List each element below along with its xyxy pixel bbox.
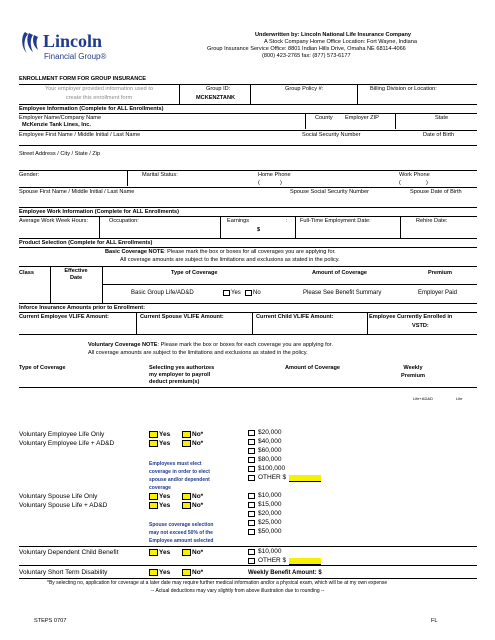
footer-form-id: STEPS 0707 (34, 618, 67, 624)
footnote-rounding: -- Actual deductions may vary slightly from above illustration due to rounding -- (151, 588, 325, 594)
sp-amount-label: $20,000 (258, 510, 282, 517)
sp-amount-label: $50,000 (258, 528, 282, 535)
emp-note-4: coverage (149, 485, 171, 491)
employer-paid: Employer Paid (418, 290, 458, 296)
basic-note-rest: : Please mark the box or boxes for all coverages you are applying for. (164, 249, 336, 255)
ssn-field[interactable]: Social Security Number (302, 132, 361, 138)
emp-amount-label: OTHER $ (258, 474, 287, 481)
emp-life-add: Voluntary Employee Life + AD&D (19, 440, 115, 447)
emp-amount-checkbox[interactable] (248, 457, 255, 463)
state-field[interactable]: State (435, 115, 449, 121)
underwriter-line: Underwritten by: Lincoln National Life Insurance Company (255, 32, 412, 38)
footnote-by-selecting-no: *By selecting no, application for coverage at a later date may require further medical information and/or a physical exam, which will be at my own expense (47, 580, 388, 586)
emp-life-no-label: No* (192, 431, 204, 438)
life-add-header: Life+AD&D (413, 396, 433, 401)
footer-state: FL (431, 618, 438, 624)
employee-info-heading: Employee Information (Complete for ALL Enrollments) (19, 106, 164, 112)
employee-name-field[interactable]: Employee First Name / Middle Initial / Last Name (19, 132, 141, 138)
child-no-checkbox[interactable] (182, 549, 191, 556)
voluntary-note-line-1 (88, 342, 333, 349)
form-title: ENROLLMENT FORM FOR GROUP INSURANCE (19, 76, 146, 82)
sp-life-only: Voluntary Spouse Life Only (19, 493, 98, 500)
sp-amount-label: $25,000 (258, 519, 282, 526)
sp-note-1: Spouse coverage selection (149, 522, 214, 528)
inforce-enrolled-line-1: Employee Currently Enrolled in (369, 314, 453, 320)
logo-name: Lincoln (43, 31, 103, 51)
notice-line-2: create this enrollment form (65, 95, 133, 101)
vol-col-premium: Premium (401, 373, 425, 379)
child-yes-label: Yes (159, 549, 171, 556)
life-header: Life (456, 396, 463, 401)
home-phone-paren-open: ( (258, 180, 260, 186)
emp-life-only: Voluntary Employee Life Only (19, 431, 105, 438)
home-phone-paren-close: ) (280, 180, 282, 186)
weekly-benefit-amount[interactable]: Weekly Benefit Amount: $ (248, 570, 322, 576)
vol-col-select-2: my employer to payroll (149, 372, 211, 378)
basic-no-label: No (253, 290, 261, 296)
emp-amount-label: $20,000 (258, 429, 282, 436)
sp-life-add-yes-checkbox[interactable] (149, 502, 158, 509)
col-effective: Effective (64, 268, 88, 274)
col-premium: Premium (428, 270, 452, 276)
see-benefit-summary: Please See Benefit Summary (303, 290, 382, 296)
voluntary-note-line-2: All coverage amounts are subject to the limitations and exclusions as stated in the policy. (88, 350, 308, 356)
child-benefit: Voluntary Dependent Child Benefit (19, 549, 119, 556)
work-info-heading: Employee Work Information (Complete for ALL Enrollments) (19, 209, 179, 215)
work-phone-paren-close: ) (426, 180, 428, 186)
basic-no-checkbox[interactable] (245, 290, 252, 296)
lincoln-logo-icon (19, 30, 41, 56)
vol-col-amount: Amount of Coverage (285, 365, 341, 371)
basic-note-line-1 (105, 249, 336, 256)
sp-amount-label: $10,000 (258, 492, 282, 499)
sp-life-no-checkbox[interactable] (182, 493, 191, 500)
spouse-dob-field[interactable]: Spouse Date of Birth (410, 189, 462, 195)
vol-col-weekly: Weekly (403, 365, 423, 371)
child-amount-checkbox[interactable] (248, 558, 255, 564)
std-yes-label: Yes (159, 569, 171, 576)
phone-fax: (800) 423-2765 fax: (877) 573-6177 (262, 53, 351, 59)
group-id-value[interactable]: MCKENZTANK (196, 95, 236, 101)
sp-amount-checkbox[interactable] (248, 529, 255, 535)
emp-amount-checkbox[interactable] (248, 430, 255, 436)
basic-note-line-2: All coverage amounts are subject to the limitations and exclusions as stated in the policy. (120, 257, 340, 263)
home-phone-field[interactable]: Home Phone (258, 172, 291, 178)
inforce-child[interactable]: Current Child VLIFE Amount: (256, 314, 334, 320)
occupation-field[interactable]: Occupation: (109, 218, 139, 224)
sp-amount-label: $15,000 (258, 501, 282, 508)
sp-life-yes-checkbox[interactable] (149, 493, 158, 500)
voluntary-note-rest: : Please mark the box or boxes for each coverage you are applying for. (157, 342, 333, 348)
rehire-date-field[interactable]: Rehire Date: (416, 218, 448, 224)
emp-amount-label: $80,000 (258, 456, 282, 463)
inforce-enrolled-line-2[interactable]: VSTD: (412, 323, 429, 329)
basic-note-bold: Basic Coverage NOTE (105, 249, 165, 255)
std-no-label: No* (192, 569, 204, 576)
group-id-label: Group ID: (206, 86, 231, 92)
inforce-employee[interactable]: Current Employee VLIFE Amount: (19, 314, 109, 320)
inforce-heading: Inforce Insurance Amounts prior to Enrollment: (19, 305, 145, 311)
col-amount: Amount of Coverage (312, 270, 368, 276)
std-no-checkbox[interactable] (182, 569, 191, 576)
sp-note-3: Employee amount selected (149, 538, 214, 544)
emp-life-add-yes-label: Yes (159, 440, 171, 447)
vol-col-select-3: deduct premium(s) (149, 379, 200, 385)
vol-col-type: Type of Coverage (19, 365, 66, 371)
emp-amount-label: $40,000 (258, 438, 282, 445)
service-office: Group Insurance Service Office: 8801 Indian Hills Drive, Omaha NE 68114-4066 (207, 46, 406, 52)
sp-life-add: Voluntary Spouse Life + AD&D (19, 502, 108, 509)
child-amount-label: OTHER $ (258, 557, 287, 564)
col-type: Type of Coverage (171, 270, 218, 276)
sp-life-yes-label: Yes (159, 493, 171, 500)
child-other-amount-input[interactable] (289, 558, 321, 565)
child-no-label: No* (192, 549, 204, 556)
sp-life-no-label: No* (192, 493, 204, 500)
emp-amount-label: $100,000 (258, 465, 286, 472)
product-heading: Product Selection (Complete for ALL Enrollments) (19, 240, 153, 246)
employer-name-value[interactable]: McKenzie Tank Lines, Inc. (22, 122, 91, 128)
emp-life-add-no-checkbox[interactable] (182, 440, 191, 447)
emp-note-2: coverage in order to elect (149, 469, 210, 475)
earnings-label[interactable]: Earnings (227, 218, 250, 224)
work-phone-field[interactable]: Work Phone (399, 172, 430, 178)
basic-yes-label: Yes (231, 290, 241, 296)
emp-amount-label: $60,000 (258, 447, 282, 454)
voluntary-note-bold: Voluntary Coverage NOTE (88, 342, 158, 348)
sp-life-add-no-checkbox[interactable] (182, 502, 191, 509)
fulltime-date-field[interactable]: Full-Time Employment Date: (300, 218, 371, 224)
address-field[interactable]: Street Address / City / State / Zip (19, 151, 101, 157)
emp-life-add-yes-checkbox[interactable] (149, 440, 158, 447)
col-class: Class (19, 270, 34, 276)
emp-amount-checkbox[interactable] (248, 475, 255, 481)
sp-life-add-no-label: No* (192, 502, 204, 509)
notice-line-1: Your employer provided information used to (44, 86, 153, 92)
emp-life-yes-checkbox[interactable] (149, 431, 158, 438)
dob-field[interactable]: Date of Birth (423, 132, 455, 138)
sp-amount-checkbox[interactable] (248, 493, 255, 499)
emp-note-1: Employees must elect (149, 461, 202, 467)
employer-zip-field[interactable]: Employer ZIP (345, 115, 379, 121)
emp-life-yes-label: Yes (159, 431, 171, 438)
company-location: A Stock Company Home Office Location: Fort Wayne, Indiana (264, 39, 417, 45)
earnings-colon: : (286, 218, 288, 224)
child-yes-checkbox[interactable] (149, 549, 158, 556)
emp-life-no-checkbox[interactable] (182, 431, 191, 438)
marital-status-field[interactable]: Marital Status: (142, 172, 178, 178)
inforce-spouse[interactable]: Current Spouse VLIFE Amount: (140, 314, 224, 320)
county-field[interactable]: County (315, 115, 333, 121)
group-policy-label[interactable]: Group Policy #: (285, 86, 324, 92)
work-phone-paren-open: ( (399, 180, 401, 186)
emp-life-add-no-label: No* (192, 440, 204, 447)
spouse-name-field[interactable]: Spouse First Name / Middle Initial / Last Name (19, 189, 135, 195)
gender-field[interactable]: Gender: (19, 172, 40, 178)
child-amount-label: $10,000 (258, 548, 282, 555)
col-date: Date (69, 275, 83, 281)
billing-division-label[interactable]: Billing Division or Location: (370, 86, 437, 92)
emp-amount-checkbox[interactable] (248, 466, 255, 472)
work-hours-field[interactable]: Average Work Week Hours: (19, 218, 89, 224)
earnings-dollar: $ (257, 227, 261, 233)
sp-amount-checkbox[interactable] (248, 511, 255, 517)
emp-note-3: spouse and/or dependent (149, 477, 210, 483)
basic-yes-checkbox[interactable] (223, 290, 230, 296)
std-yes-checkbox[interactable] (149, 569, 158, 576)
basic-coverage-name: Basic Group Life/AD&D (131, 290, 194, 296)
employer-name-label: Employer Name/Company Name (19, 115, 102, 121)
logo-subtitle: Financial Group® (44, 52, 107, 61)
std-benefit: Voluntary Short Term Disability (19, 569, 108, 576)
vol-col-select-1: Selecting yes authorizes (149, 365, 215, 371)
spouse-ssn-field[interactable]: Spouse Social Security Number (290, 189, 369, 195)
sp-amount-checkbox[interactable] (248, 502, 255, 508)
sp-life-add-yes-label: Yes (159, 502, 171, 509)
sp-note-2: may not exceed 50% of the (149, 530, 213, 536)
emp-other-amount-input[interactable] (289, 475, 321, 482)
child-amount-checkbox[interactable] (248, 549, 255, 555)
sp-amount-checkbox[interactable] (248, 520, 255, 526)
emp-amount-checkbox[interactable] (248, 448, 255, 454)
emp-amount-checkbox[interactable] (248, 439, 255, 445)
